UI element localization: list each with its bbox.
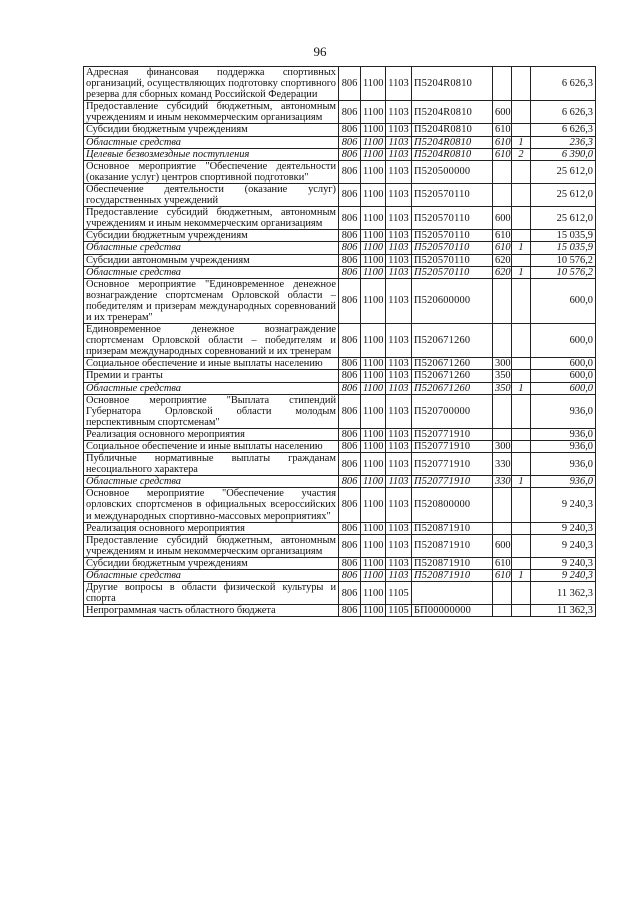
table-row <box>84 358 596 370</box>
target-article-cell: П520671260 <box>412 358 493 370</box>
expense-type-cell <box>493 605 512 617</box>
target-article-cell: П5204R0810 <box>412 148 493 160</box>
table-row <box>84 148 596 160</box>
amount-cell: 936,0 <box>531 476 596 488</box>
row-name-cell: Областные средства <box>84 476 339 488</box>
table-row <box>84 207 596 230</box>
section-code-cell: 1100 <box>361 534 386 557</box>
expense-type-cell: 330 <box>493 476 512 488</box>
subsection-code-cell: 1103 <box>386 522 412 534</box>
target-article-cell: П520771910 <box>412 428 493 440</box>
gr-code-cell: 806 <box>339 394 361 428</box>
amount-cell: 25 612,0 <box>531 183 596 206</box>
target-article-cell: П520600000 <box>412 278 493 323</box>
source-code-cell <box>512 394 531 428</box>
expense-type-cell: 620 <box>493 266 512 278</box>
row-name-cell: Основное мероприятие "Выплата стипендий Губернатора Орловской области молодым перспективным спортсменам" <box>84 394 339 428</box>
row-name-cell: Реализация основного мероприятия <box>84 522 339 534</box>
source-code-cell <box>512 160 531 183</box>
table-row <box>84 570 596 582</box>
row-name-cell: Предоставление субсидий бюджетным, автономным учреждениям и иным некоммерческим организациям <box>84 101 339 124</box>
subsection-code-cell: 1103 <box>386 207 412 230</box>
table-row <box>84 370 596 382</box>
row-name-cell: Обеспечение деятельности (оказание услуг) государственных учреждений <box>84 183 339 206</box>
subsection-code-cell: 1103 <box>386 382 412 394</box>
target-article-cell: П520570110 <box>412 254 493 266</box>
row-name-cell: Другие вопросы в области физической культуры и спорта <box>84 582 339 605</box>
source-code-cell: 2 <box>512 148 531 160</box>
table-row <box>84 67 596 101</box>
source-code-cell <box>512 557 531 569</box>
expense-type-cell <box>493 394 512 428</box>
amount-cell: 236,3 <box>531 136 596 148</box>
gr-code-cell: 806 <box>339 557 361 569</box>
source-code-cell <box>512 278 531 323</box>
target-article-cell: П520771910 <box>412 476 493 488</box>
target-article-cell: П5204R0810 <box>412 67 493 101</box>
subsection-code-cell: 1103 <box>386 324 412 358</box>
section-code-cell: 1100 <box>361 148 386 160</box>
source-code-cell: 1 <box>512 266 531 278</box>
subsection-code-cell: 1103 <box>386 534 412 557</box>
section-code-cell: 1100 <box>361 570 386 582</box>
expense-type-cell: 300 <box>493 358 512 370</box>
subsection-code-cell: 1103 <box>386 230 412 242</box>
amount-cell: 6 626,3 <box>531 101 596 124</box>
amount-cell: 600,0 <box>531 358 596 370</box>
table-row <box>84 382 596 394</box>
section-code-cell: 1100 <box>361 278 386 323</box>
source-code-cell: 1 <box>512 242 531 254</box>
section-code-cell: 1100 <box>361 394 386 428</box>
table-row <box>84 582 596 605</box>
table-row <box>84 394 596 428</box>
amount-cell: 9 240,3 <box>531 570 596 582</box>
target-article-cell: П520570110 <box>412 230 493 242</box>
subsection-code-cell: 1103 <box>386 266 412 278</box>
amount-cell: 6 390,0 <box>531 148 596 160</box>
target-article-cell: П520671260 <box>412 370 493 382</box>
expense-type-cell <box>493 324 512 358</box>
section-code-cell: 1100 <box>361 441 386 453</box>
section-code-cell: 1100 <box>361 476 386 488</box>
gr-code-cell: 806 <box>339 278 361 323</box>
target-article-cell: П520771910 <box>412 441 493 453</box>
amount-cell: 15 035,9 <box>531 230 596 242</box>
gr-code-cell: 806 <box>339 476 361 488</box>
target-article-cell: БП00000000 <box>412 605 493 617</box>
subsection-code-cell: 1103 <box>386 148 412 160</box>
target-article-cell: П520671260 <box>412 324 493 358</box>
gr-code-cell: 806 <box>339 453 361 476</box>
row-name-cell: Субсидии бюджетным учреждениям <box>84 230 339 242</box>
section-code-cell: 1100 <box>361 230 386 242</box>
source-code-cell <box>512 534 531 557</box>
section-code-cell: 1100 <box>361 488 386 522</box>
target-article-cell: П520570110 <box>412 183 493 206</box>
subsection-code-cell: 1103 <box>386 394 412 428</box>
amount-cell: 936,0 <box>531 441 596 453</box>
expense-type-cell <box>493 428 512 440</box>
gr-code-cell: 806 <box>339 358 361 370</box>
expense-type-cell: 600 <box>493 101 512 124</box>
table-body <box>84 67 596 617</box>
subsection-code-cell: 1103 <box>386 136 412 148</box>
amount-cell: 9 240,3 <box>531 534 596 557</box>
row-name-cell: Областные средства <box>84 136 339 148</box>
expense-type-cell: 300 <box>493 441 512 453</box>
section-code-cell: 1100 <box>361 324 386 358</box>
section-code-cell: 1100 <box>361 101 386 124</box>
gr-code-cell: 806 <box>339 254 361 266</box>
table-row <box>84 254 596 266</box>
expense-type-cell: 600 <box>493 207 512 230</box>
expense-type-cell: 610 <box>493 136 512 148</box>
section-code-cell: 1100 <box>361 605 386 617</box>
source-code-cell <box>512 183 531 206</box>
subsection-code-cell: 1103 <box>386 278 412 323</box>
table-row <box>84 324 596 358</box>
row-name-cell: Предоставление субсидий бюджетным, автономным учреждениям и иным некоммерческим организациям <box>84 207 339 230</box>
amount-cell: 10 576,2 <box>531 266 596 278</box>
target-article-cell: П520570110 <box>412 242 493 254</box>
section-code-cell: 1100 <box>361 382 386 394</box>
page-number: 96 <box>313 44 327 59</box>
table-row <box>84 534 596 557</box>
source-code-cell: 1 <box>512 476 531 488</box>
budget-table <box>83 66 596 617</box>
amount-cell: 6 626,3 <box>531 67 596 101</box>
expense-type-cell: 600 <box>493 534 512 557</box>
section-code-cell: 1100 <box>361 136 386 148</box>
source-code-cell <box>512 254 531 266</box>
source-code-cell <box>512 124 531 136</box>
row-name-cell: Областные средства <box>84 382 339 394</box>
expense-type-cell: 610 <box>493 242 512 254</box>
section-code-cell: 1100 <box>361 266 386 278</box>
row-name-cell: Субсидии автономным учреждениям <box>84 254 339 266</box>
amount-cell: 936,0 <box>531 394 596 428</box>
section-code-cell: 1100 <box>361 242 386 254</box>
subsection-code-cell: 1103 <box>386 570 412 582</box>
target-article-cell: П520800000 <box>412 488 493 522</box>
table-row <box>84 242 596 254</box>
row-name-cell: Основное мероприятие "Обеспечение деятельности (оказание услуг) центров спортивной подготовки" <box>84 160 339 183</box>
subsection-code-cell: 1103 <box>386 160 412 183</box>
gr-code-cell: 806 <box>339 207 361 230</box>
expense-type-cell: 350 <box>493 370 512 382</box>
row-name-cell: Областные средства <box>84 266 339 278</box>
gr-code-cell: 806 <box>339 370 361 382</box>
gr-code-cell: 806 <box>339 160 361 183</box>
section-code-cell: 1100 <box>361 428 386 440</box>
subsection-code-cell: 1103 <box>386 67 412 101</box>
target-article-cell: П520871910 <box>412 557 493 569</box>
expense-type-cell <box>493 488 512 522</box>
subsection-code-cell: 1105 <box>386 605 412 617</box>
gr-code-cell: 806 <box>339 428 361 440</box>
section-code-cell: 1100 <box>361 522 386 534</box>
table-row <box>84 453 596 476</box>
amount-cell: 11 362,3 <box>531 582 596 605</box>
row-name-cell: Социальное обеспечение и иные выплаты населению <box>84 358 339 370</box>
gr-code-cell: 806 <box>339 534 361 557</box>
gr-code-cell: 806 <box>339 148 361 160</box>
row-name-cell: Субсидии бюджетным учреждениям <box>84 124 339 136</box>
amount-cell: 9 240,3 <box>531 557 596 569</box>
source-code-cell: 1 <box>512 570 531 582</box>
source-code-cell <box>512 428 531 440</box>
amount-cell: 25 612,0 <box>531 160 596 183</box>
table-row <box>84 441 596 453</box>
subsection-code-cell: 1103 <box>386 476 412 488</box>
source-code-cell <box>512 230 531 242</box>
section-code-cell: 1100 <box>361 254 386 266</box>
source-code-cell <box>512 370 531 382</box>
expense-type-cell <box>493 582 512 605</box>
expense-type-cell <box>493 183 512 206</box>
source-code-cell <box>512 324 531 358</box>
expense-type-cell: 610 <box>493 557 512 569</box>
target-article-cell: П520871910 <box>412 534 493 557</box>
subsection-code-cell: 1103 <box>386 428 412 440</box>
source-code-cell <box>512 488 531 522</box>
expense-type-cell: 610 <box>493 230 512 242</box>
target-article-cell <box>412 582 493 605</box>
table-row <box>84 183 596 206</box>
row-name-cell: Социальное обеспечение и иные выплаты населению <box>84 441 339 453</box>
section-code-cell: 1100 <box>361 582 386 605</box>
row-name-cell: Основное мероприятие "Единовременное денежное вознаграждение спортсменам Орловской области – победителям и призерам международных соревнований и их тренерам" <box>84 278 339 323</box>
table-row <box>84 136 596 148</box>
section-code-cell: 1100 <box>361 557 386 569</box>
subsection-code-cell: 1105 <box>386 582 412 605</box>
subsection-code-cell: 1103 <box>386 488 412 522</box>
section-code-cell: 1100 <box>361 160 386 183</box>
amount-cell: 9 240,3 <box>531 488 596 522</box>
target-article-cell: П520671260 <box>412 382 493 394</box>
section-code-cell: 1100 <box>361 183 386 206</box>
row-name-cell: Основное мероприятие "Обеспечение участия орловских спортсменов в официальных всероссийских и международных спортивно-массовых мероприятиях" <box>84 488 339 522</box>
gr-code-cell: 806 <box>339 67 361 101</box>
row-name-cell: Предоставление субсидий бюджетным, автономным учреждениям и иным некоммерческим организациям <box>84 534 339 557</box>
target-article-cell: П520570110 <box>412 266 493 278</box>
gr-code-cell: 806 <box>339 136 361 148</box>
amount-cell: 15 035,9 <box>531 242 596 254</box>
table-row <box>84 101 596 124</box>
gr-code-cell: 806 <box>339 582 361 605</box>
section-code-cell: 1100 <box>361 124 386 136</box>
subsection-code-cell: 1103 <box>386 441 412 453</box>
amount-cell: 600,0 <box>531 278 596 323</box>
section-code-cell: 1100 <box>361 358 386 370</box>
table-row <box>84 160 596 183</box>
subsection-code-cell: 1103 <box>386 183 412 206</box>
target-article-cell: П5204R0810 <box>412 101 493 124</box>
amount-cell: 10 576,2 <box>531 254 596 266</box>
row-name-cell: Адресная финансовая поддержка спортивных организаций, осуществляющих подготовку спортивного резерва для сборных команд Российской Федерации <box>84 67 339 101</box>
subsection-code-cell: 1103 <box>386 101 412 124</box>
gr-code-cell: 806 <box>339 101 361 124</box>
source-code-cell: 1 <box>512 382 531 394</box>
row-name-cell: Непрограммная часть областного бюджета <box>84 605 339 617</box>
gr-code-cell: 806 <box>339 382 361 394</box>
subsection-code-cell: 1103 <box>386 124 412 136</box>
expense-type-cell <box>493 67 512 101</box>
row-name-cell: Субсидии бюджетным учреждениям <box>84 557 339 569</box>
subsection-code-cell: 1103 <box>386 358 412 370</box>
table-row <box>84 557 596 569</box>
table-row <box>84 266 596 278</box>
target-article-cell: П520700000 <box>412 394 493 428</box>
gr-code-cell: 806 <box>339 242 361 254</box>
expense-type-cell: 610 <box>493 570 512 582</box>
target-article-cell: П520570110 <box>412 207 493 230</box>
target-article-cell: П520871910 <box>412 522 493 534</box>
subsection-code-cell: 1103 <box>386 453 412 476</box>
row-name-cell: Реализация основного мероприятия <box>84 428 339 440</box>
source-code-cell: 1 <box>512 136 531 148</box>
amount-cell: 25 612,0 <box>531 207 596 230</box>
gr-code-cell: 806 <box>339 605 361 617</box>
target-article-cell: П5204R0810 <box>412 136 493 148</box>
row-name-cell: Областные средства <box>84 242 339 254</box>
expense-type-cell: 350 <box>493 382 512 394</box>
gr-code-cell: 806 <box>339 488 361 522</box>
subsection-code-cell: 1103 <box>386 370 412 382</box>
gr-code-cell: 806 <box>339 124 361 136</box>
table-row <box>84 230 596 242</box>
table-row <box>84 476 596 488</box>
source-code-cell <box>512 207 531 230</box>
subsection-code-cell: 1103 <box>386 242 412 254</box>
subsection-code-cell: 1103 <box>386 254 412 266</box>
gr-code-cell: 806 <box>339 266 361 278</box>
source-code-cell <box>512 582 531 605</box>
target-article-cell: П520500000 <box>412 160 493 183</box>
table-row <box>84 278 596 323</box>
amount-cell: 936,0 <box>531 453 596 476</box>
expense-type-cell: 620 <box>493 254 512 266</box>
section-code-cell: 1100 <box>361 370 386 382</box>
amount-cell: 600,0 <box>531 324 596 358</box>
gr-code-cell: 806 <box>339 183 361 206</box>
table-row <box>84 428 596 440</box>
expense-type-cell <box>493 522 512 534</box>
gr-code-cell: 806 <box>339 230 361 242</box>
gr-code-cell: 806 <box>339 324 361 358</box>
source-code-cell <box>512 441 531 453</box>
amount-cell: 9 240,3 <box>531 522 596 534</box>
amount-cell: 600,0 <box>531 370 596 382</box>
amount-cell: 11 362,3 <box>531 605 596 617</box>
target-article-cell: П520871910 <box>412 570 493 582</box>
gr-code-cell: 806 <box>339 522 361 534</box>
source-code-cell <box>512 67 531 101</box>
expense-type-cell <box>493 160 512 183</box>
target-article-cell: П5204R0810 <box>412 124 493 136</box>
source-code-cell <box>512 605 531 617</box>
table-row <box>84 522 596 534</box>
source-code-cell <box>512 453 531 476</box>
amount-cell: 936,0 <box>531 428 596 440</box>
subsection-code-cell: 1103 <box>386 557 412 569</box>
source-code-cell <box>512 358 531 370</box>
expense-type-cell <box>493 278 512 323</box>
row-name-cell: Премии и гранты <box>84 370 339 382</box>
row-name-cell: Целевые безвозмездные поступления <box>84 148 339 160</box>
expense-type-cell: 330 <box>493 453 512 476</box>
expense-type-cell: 610 <box>493 124 512 136</box>
row-name-cell: Публичные нормативные выплаты гражданам несоциального характера <box>84 453 339 476</box>
table-row <box>84 124 596 136</box>
table-row <box>84 605 596 617</box>
amount-cell: 6 626,3 <box>531 124 596 136</box>
amount-cell: 600,0 <box>531 382 596 394</box>
table-row <box>84 488 596 522</box>
source-code-cell <box>512 522 531 534</box>
row-name-cell: Единовременное денежное вознаграждение спортсменам Орловской области – победителям и призерам международных соревнований и их тренерам <box>84 324 339 358</box>
target-article-cell: П520771910 <box>412 453 493 476</box>
gr-code-cell: 806 <box>339 441 361 453</box>
section-code-cell: 1100 <box>361 67 386 101</box>
section-code-cell: 1100 <box>361 453 386 476</box>
gr-code-cell: 806 <box>339 570 361 582</box>
expense-type-cell: 610 <box>493 148 512 160</box>
section-code-cell: 1100 <box>361 207 386 230</box>
row-name-cell: Областные средства <box>84 570 339 582</box>
source-code-cell <box>512 101 531 124</box>
